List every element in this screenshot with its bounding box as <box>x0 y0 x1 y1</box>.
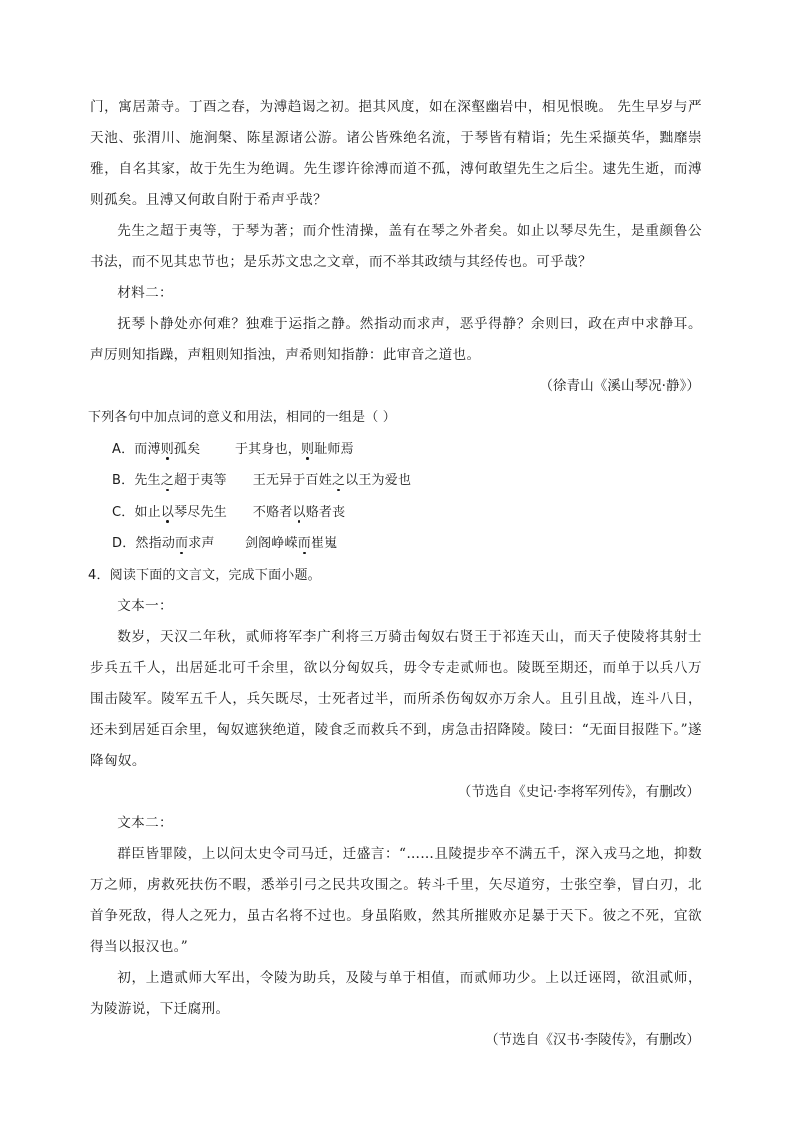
document-page <box>90 92 702 1056</box>
material-two-source: （徐青山《溪山琴况·静》） <box>539 378 700 394</box>
text-two-paragraph-2: 初，上遣贰师大军出，令陵为助兵，及陵与单于相值，而贰师功少。上以迁诬罔，欲沮贰师，为陵游说，下迁腐刑。 <box>90 970 702 1017</box>
passage-paragraph-1: 门，寓居萧寺。丁酉之春，为溥趋谒之初。挹其风度，如在深壑幽岩中，相见恨晚。 先生早岁与严天池、张渭川、施涧槃、陈星源诸公游。诸公皆殊绝名流，于琴皆有精诣；先生采撷英华，黜靡崇雅，自名其家，故于先生为绝调。先生谬许徐溥而道不孤，溥何敢望先生之后尘。逮先生逝，而溥则孤矣。且溥又何敢自附于希声乎哉？ <box>90 99 702 208</box>
dotted-word: 而 <box>175 536 189 551</box>
option-a: A．而溥则孤矣 于其身也，则耻师焉 <box>112 441 354 457</box>
dotted-word: 之 <box>160 473 174 488</box>
dotted-word: 以 <box>292 504 306 520</box>
question-3-stem: 下列各句中加点词的意义和用法，相同的一组是（ ） <box>88 410 396 425</box>
text-one-body: 数岁，天汉二年秋，贰师将军李广利将三万骑击匈奴右贤王于祁连天山，而天子使陵将其射士步兵五千人，出居延北可千余里，欲以分匈奴兵，毋令专走贰师也。陵既至期还，而单于以兵八万围击陵军。陵军五千人，兵矢既尽，士死者过半，而所杀伤匈奴亦万余人。且引且战，连斗八日，还未到居延百余里，匈奴遮狭绝道，陵食乏而救兵不到，虏急击招降陵。陵曰：“无面目报陛下。”遂降匈奴。 <box>90 629 702 769</box>
text-two-label: 文本二： <box>117 815 173 831</box>
text-two-source: （节选自《汉书·李陵传》，有删改） <box>484 1032 700 1048</box>
option-d: D．然指动而求声 剑阁峥嵘而崔嵬 <box>112 536 338 551</box>
passage-paragraph-2: 先生之超于夷等，于琴为著；而介性清操，盖有在琴之外者矣。如止以琴尽先生，是重颜鲁公书法，而不见其忠节也；是乐苏文忠之文章，而不举其政绩与其经传也。可乎哉？ <box>90 223 702 270</box>
text-two-paragraph-1: 群臣皆罪陵，上以问太史令司马迁，迁盛言：“……且陵提步卒不满五千，深入戎马之地，抑数万之师，虏救死扶伤不暇，悉举引弓之民共攻围之。转斗千里，矢尽道穷，士张空拳，冒白刃，北首争死敌，得人之死力，虽古名将不过也。身虽陷败，然其所摧败亦足暴于天下。彼之不死，宜欲得当以报汉也。” <box>90 846 702 955</box>
option-c: C．如止以琴尽先生 不赂者以赂者丧 <box>112 504 346 520</box>
material-two-text: 抚琴卜静处亦何难？独难于运指之静。然指动而求声，恶乎得静？余则曰，政在声中求静耳。声厉则知指躁，声粗则知指浊，声希则知指静：此审音之道也。 <box>90 316 702 363</box>
material-two-label: 材料二： <box>117 285 173 301</box>
text-one-label: 文本一： <box>117 598 173 614</box>
dotted-word: 则 <box>301 441 315 457</box>
option-b: B．先生之超于夷等 王无异于百姓之以王为爱也 <box>112 473 412 488</box>
text-one-source: （节选自《史记·李将军列传》，有删改） <box>457 784 700 800</box>
dotted-word: 而 <box>297 536 311 551</box>
dotted-word: 则 <box>160 441 174 457</box>
dotted-word: 以 <box>160 504 175 520</box>
question-4-stem: 4．阅读下面的文言文，完成下面小题。 <box>88 567 321 583</box>
dotted-word: 之 <box>331 473 346 488</box>
